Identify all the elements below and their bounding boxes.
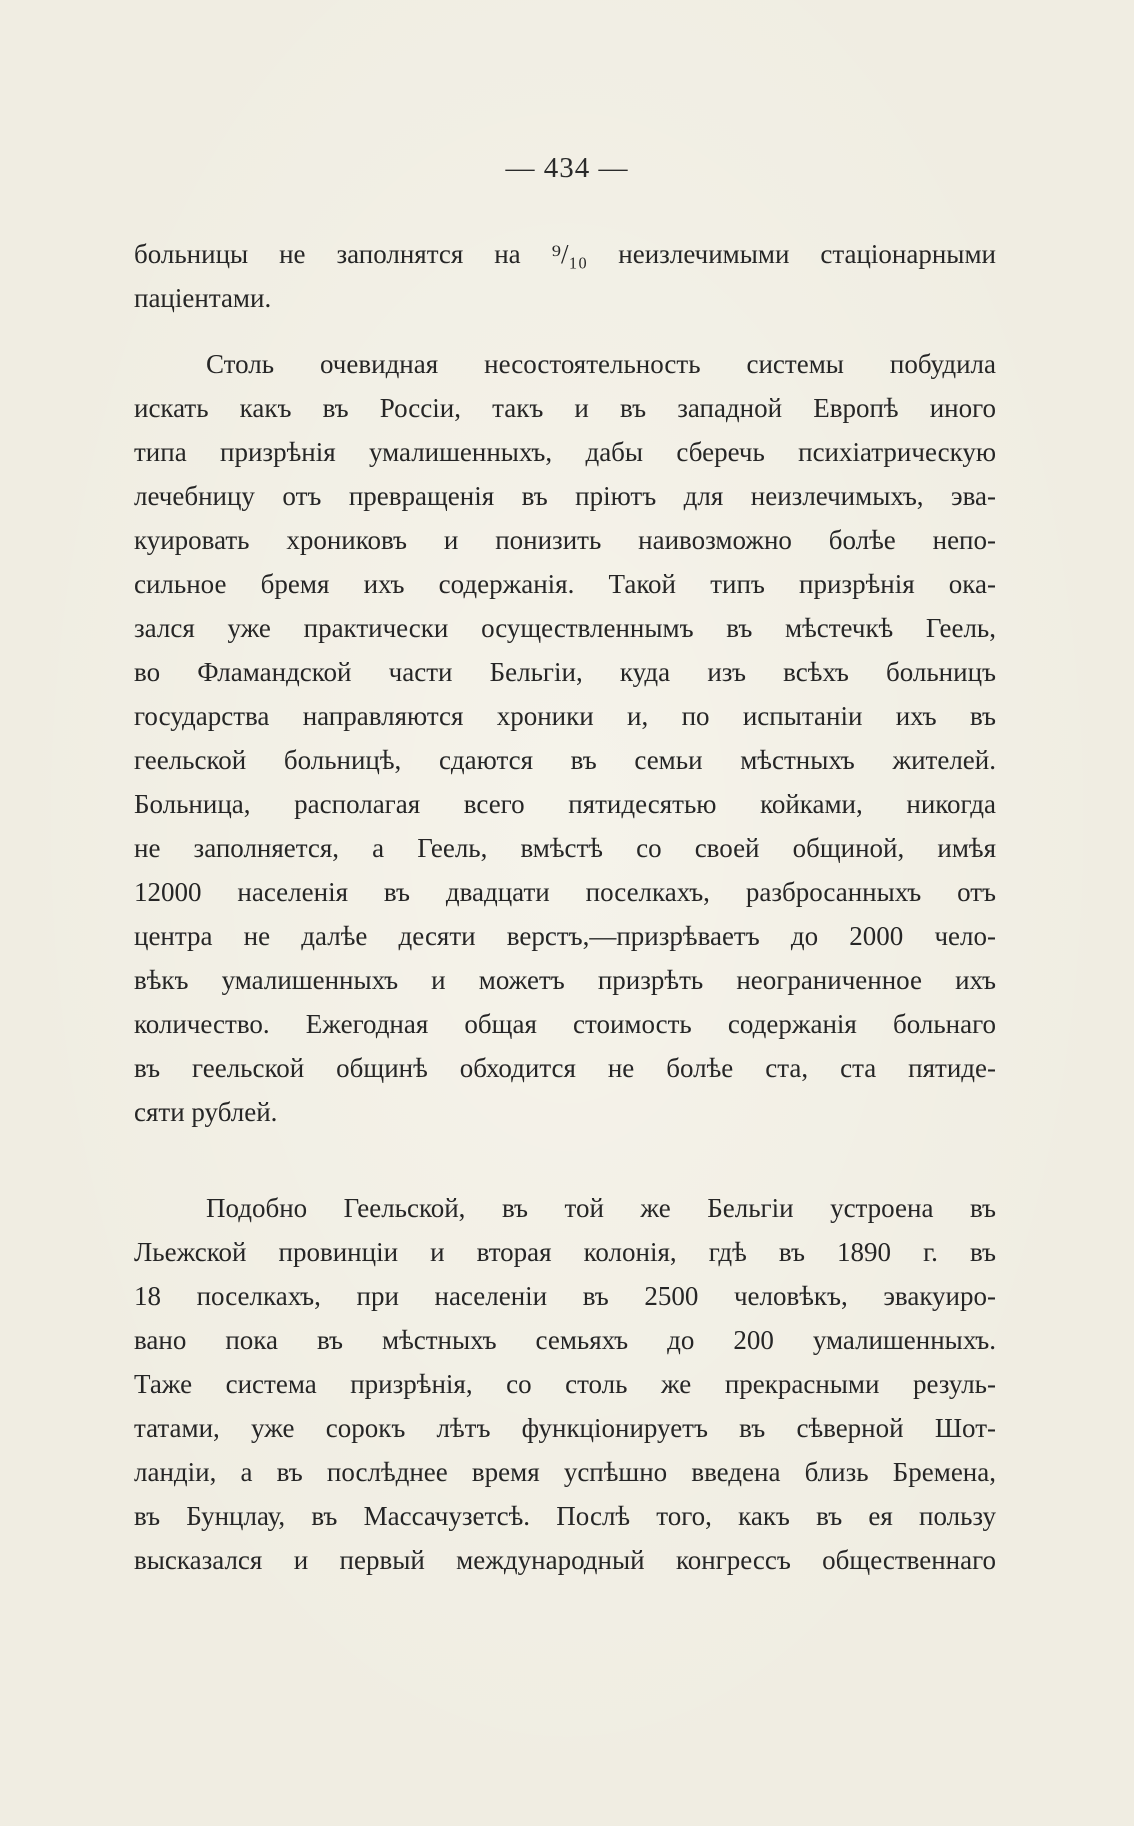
text-line: татами, уже сорокъ лѣтъ функціонируетъ въ сѣверной Шот- bbox=[134, 1413, 996, 1443]
text-line: Льежской провинціи и вторая колонія, гдѣ въ 1890 г. въ bbox=[134, 1237, 996, 1267]
text-line: въ Бунцлау, въ Массачузетсѣ. Послѣ того, какъ въ ея пользу bbox=[134, 1501, 996, 1531]
text-line: ландіи, а въ послѣднее время успѣшно введена близь Бремена, bbox=[134, 1457, 996, 1487]
text-line: зался уже практически осуществленнымъ въ мѣстечкѣ Геель, bbox=[134, 613, 996, 643]
text-line: количество. Ежегодная общая стоимость содержанія больнаго bbox=[134, 1009, 996, 1039]
text-line: лечебницу отъ превращенія въ пріютъ для неизлечимыхъ, эва- bbox=[134, 481, 996, 511]
text-line: Столь очевидная несостоятельность системы побудила bbox=[206, 349, 996, 379]
page-number: — 434 — bbox=[505, 152, 629, 184]
text-line: паціентами. bbox=[134, 283, 272, 313]
text-line: 18 поселкахъ, при населеніи въ 2500 человѣкъ, эвакуиро- bbox=[134, 1281, 996, 1311]
text-line: 12000 населенія въ двадцати поселкахъ, разбросанныхъ отъ bbox=[134, 877, 996, 907]
text-line: государства направляются хроники и, по испытаніи ихъ въ bbox=[134, 701, 996, 731]
text-line: типа призрѣнія умалишенныхъ, дабы сберечь психіатрическую bbox=[134, 437, 996, 467]
text-line: геельской больницѣ, сдаются въ семьи мѣстныхъ жителей. bbox=[134, 745, 996, 775]
text-line: центра не далѣе десяти верстъ,—призрѣваетъ до 2000 чело- bbox=[134, 921, 996, 951]
text-line: сильное бремя ихъ содержанія. Такой типъ призрѣнія ока- bbox=[134, 569, 996, 599]
text-line: Больница, располагая всего пятидесятью койками, никогда bbox=[134, 789, 996, 819]
text-line: вѣкъ умалишенныхъ и можетъ призрѣть неограниченное ихъ bbox=[134, 965, 996, 995]
text-line: Таже система призрѣнія, со столь же прекрасными резуль- bbox=[134, 1369, 996, 1399]
text-line: не заполняется, а Геель, вмѣстѣ со своей общиной, имѣя bbox=[134, 833, 996, 863]
text-line: Подобно Геельской, въ той же Бельгіи устроена въ bbox=[206, 1193, 996, 1223]
text-line: куировать хрониковъ и понизить наивозможно болѣе непо- bbox=[134, 525, 996, 555]
text-line: во Фламандской части Бельгіи, куда изъ всѣхъ больницъ bbox=[134, 657, 996, 687]
text-line: вано пока въ мѣстныхъ семьяхъ до 200 умалишенныхъ. bbox=[134, 1325, 996, 1355]
text-line: больницы не заполнятся на ⁹/₁₀ неизлечимыми стаціонарными bbox=[134, 239, 996, 269]
text-line: сяти рублей. bbox=[134, 1097, 278, 1127]
text-line: искать какъ въ Россіи, такъ и въ западной Европѣ иного bbox=[134, 393, 996, 423]
text-line: высказался и первый международный конгрессъ общественнаго bbox=[134, 1545, 996, 1575]
text-line: въ геельской общинѣ обходится не болѣе ста, ста пятиде- bbox=[134, 1053, 996, 1083]
